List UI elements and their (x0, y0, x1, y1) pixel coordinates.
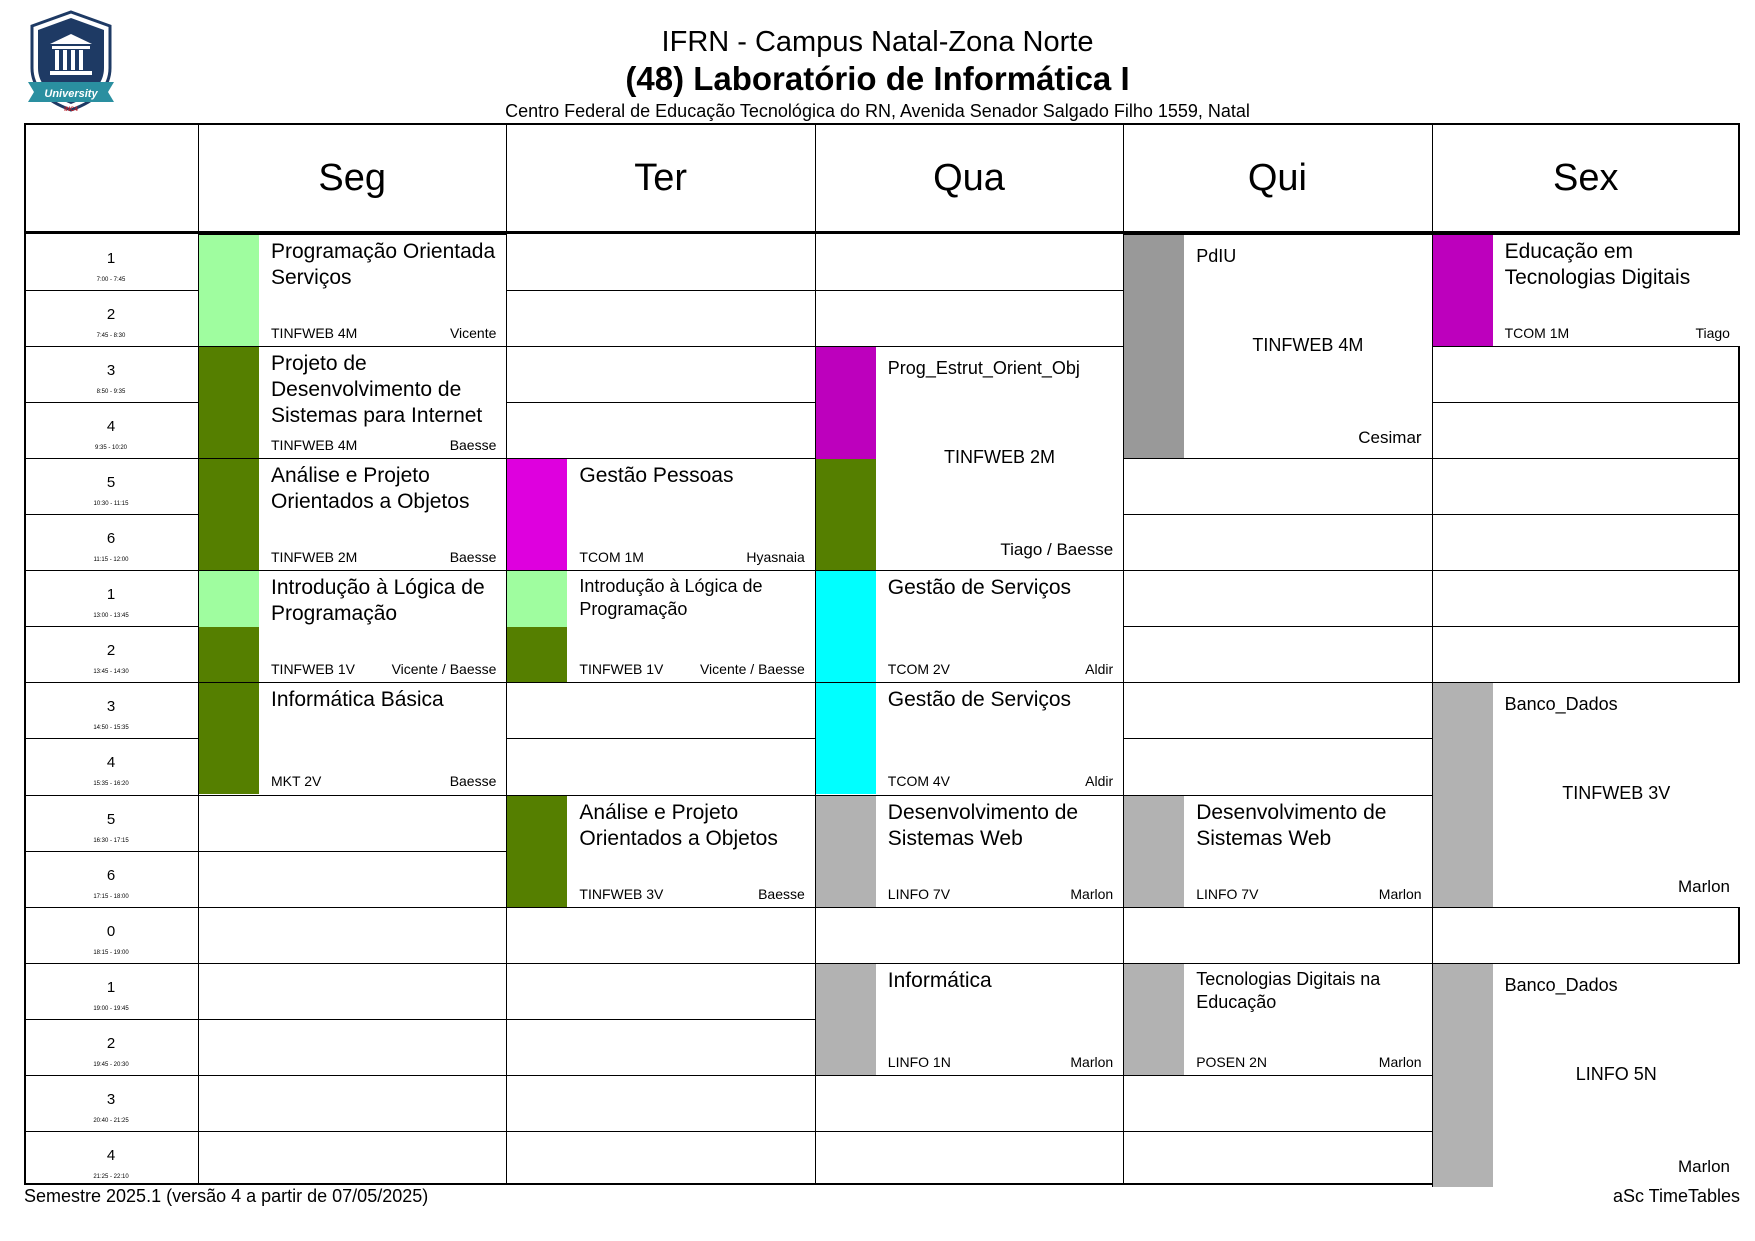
lesson-card[interactable] (815, 963, 1123, 1075)
subject-color-bar (816, 796, 876, 907)
subject-color-bar (507, 627, 567, 682)
lesson-card[interactable] (815, 570, 1123, 682)
svg-text:University: University (44, 88, 98, 100)
lesson-class: TCOM 4V (887, 773, 951, 790)
lesson-card[interactable] (506, 795, 814, 907)
period-number: 3 (106, 698, 116, 716)
lesson-teacher: Marlon (1378, 1053, 1422, 1070)
period-number: 6 (106, 866, 116, 884)
timetable-grid (24, 123, 1740, 1185)
lesson-card[interactable] (506, 570, 814, 682)
lesson-class: TINFWEB 3V (1562, 783, 1671, 804)
lesson-teacher: Marlon (1678, 1156, 1730, 1176)
lesson-card[interactable] (198, 458, 506, 570)
lesson-card[interactable] (1123, 234, 1431, 458)
day-header-seg: Seg (318, 157, 386, 199)
period-time: 14:50 - 15:35 (93, 725, 129, 732)
lesson-teacher: Aldir (1085, 773, 1114, 790)
lesson-class: LINFO 7V (887, 885, 951, 902)
period-time: 19:45 - 20:30 (93, 1061, 129, 1068)
lesson-card[interactable] (815, 682, 1123, 794)
day-header-qui: Qui (1247, 157, 1307, 199)
period-number: 4 (106, 1146, 116, 1164)
lesson-class: TINFWEB 4M (271, 437, 358, 454)
lesson-class: TINFWEB 4M (271, 325, 358, 342)
day-header-sex: Sex (1553, 157, 1619, 199)
lesson-subject: Introdução à Lógica de Programação (579, 576, 763, 620)
lesson-card[interactable] (506, 458, 814, 570)
lesson-teacher: Tiago / Baesse (1000, 540, 1114, 560)
lesson-subject: Gestão de Serviços (887, 688, 1072, 712)
lesson-subject: Banco_Dados (1504, 694, 1618, 715)
lesson-teacher: Cesimar (1358, 428, 1422, 448)
lesson-card[interactable] (815, 795, 1123, 907)
lesson-class: TINFWEB 2M (271, 549, 358, 566)
period-time: 19:00 - 19:45 (93, 1005, 129, 1012)
lesson-teacher: Vicente (449, 325, 497, 342)
period-number: 0 (106, 922, 116, 940)
lesson-subject: Informática Básica (271, 688, 444, 712)
subject-color-bar (199, 627, 259, 682)
lesson-teacher: Vicente / Baesse (699, 661, 805, 678)
subject-color-bar (816, 964, 876, 1075)
period-number: 6 (106, 530, 116, 548)
svg-text:INC4: INC4 (64, 107, 78, 113)
lesson-teacher: Marlon (1070, 885, 1114, 902)
lesson-card[interactable] (198, 346, 506, 458)
period-number: 3 (106, 1090, 116, 1108)
lesson-teacher: Baesse (758, 885, 805, 902)
day-header-qua: Qua (933, 157, 1005, 199)
period-time: 9:35 - 10:20 (94, 445, 128, 452)
lesson-class: LINFO 1N (887, 1053, 951, 1070)
period-number: 1 (106, 250, 116, 267)
subject-color-bar (1124, 796, 1184, 907)
subject-color-bar (199, 235, 259, 346)
period-number: 4 (106, 418, 116, 436)
lesson-class: LINFO 7V (1196, 885, 1259, 902)
lesson-card[interactable] (198, 234, 506, 346)
lesson-teacher: Marlon (1070, 1053, 1114, 1070)
lesson-subject: Informática (887, 968, 992, 992)
period-time: 13:00 - 13:45 (93, 613, 129, 620)
lesson-teacher: Baesse (449, 437, 497, 454)
lesson-card[interactable] (198, 570, 506, 682)
period-time: 20:40 - 21:25 (93, 1117, 129, 1124)
lesson-subject: Introdução à Lógica de Programação (271, 576, 485, 626)
subject-color-bar (507, 571, 567, 627)
lesson-card[interactable] (198, 682, 506, 794)
period-time: 11:15 - 12:00 (93, 557, 129, 564)
subject-color-bar (1124, 964, 1184, 1075)
lesson-teacher: Tiago (1695, 325, 1730, 342)
subject-color-bar (816, 683, 876, 794)
lesson-class: TINFWEB 1V (579, 661, 664, 678)
lesson-class: TINFWEB 4M (1252, 335, 1364, 356)
lesson-card[interactable] (815, 346, 1123, 570)
lesson-class: TCOM 2V (887, 661, 951, 678)
lesson-teacher: Baesse (449, 773, 497, 790)
software-credit: aSc TimeTables (1612, 1186, 1740, 1206)
period-time: 17:15 - 18:00 (93, 893, 129, 900)
day-header-ter: Ter (634, 157, 687, 199)
lesson-teacher: Marlon (1678, 876, 1730, 896)
subject-color-bar (199, 347, 259, 458)
lesson-class: TCOM 1M (579, 549, 644, 566)
period-number: 5 (106, 810, 116, 828)
period-time: 7:45 - 8:30 (96, 333, 126, 340)
period-number: 5 (106, 474, 116, 492)
lesson-class: LINFO 5N (1575, 1063, 1657, 1084)
lesson-subject: Tecnologias Digitais na Educação (1196, 968, 1381, 1012)
lesson-card[interactable] (1432, 963, 1740, 1187)
lesson-subject: Gestão de Serviços (887, 576, 1072, 600)
lesson-card[interactable] (1432, 234, 1740, 346)
lesson-teacher: Aldir (1085, 661, 1114, 678)
period-time: 13:45 - 14:30 (93, 669, 129, 676)
lesson-subject: Educação em Tecnologias Digitais (1504, 240, 1691, 289)
semester-info: Semestre 2025.1 (versão 4 a partir de 07/05/2025) (24, 1186, 429, 1206)
lesson-class: MKT 2V (271, 773, 322, 790)
lesson-subject: Banco_Dados (1504, 974, 1618, 995)
period-time: 10:30 - 11:15 (93, 501, 129, 508)
lesson-class: POSEN 2N (1196, 1053, 1267, 1070)
lesson-class: TINFWEB 2M (943, 447, 1055, 468)
period-time: 16:30 - 17:15 (93, 837, 129, 844)
period-number: 4 (106, 754, 116, 772)
subject-color-bar (507, 796, 567, 907)
period-time: 18:15 - 19:00 (93, 949, 129, 956)
lesson-class: TCOM 1M (1504, 325, 1570, 342)
subject-color-bar (1433, 964, 1493, 1187)
lesson-class: TINFWEB 1V (271, 661, 356, 678)
lesson-class: TINFWEB 3V (579, 885, 664, 902)
subject-color-bar (199, 571, 259, 627)
room-title: (48) Laboratório de Informática I (625, 60, 1130, 97)
subject-color-bar (199, 459, 259, 570)
subject-color-bar (1124, 235, 1184, 458)
period-number: 1 (106, 978, 116, 996)
period-number: 2 (106, 642, 116, 660)
subject-color-bar (1433, 683, 1493, 906)
period-number: 3 (106, 362, 116, 380)
period-number: 2 (106, 306, 116, 324)
lesson-card[interactable] (1123, 963, 1431, 1075)
period-number: 1 (106, 586, 116, 604)
lesson-teacher: Marlon (1378, 885, 1422, 902)
lesson-subject: Desenvolvimento de Sistemas Web (887, 800, 1079, 850)
lesson-subject: Análise e Projeto Orientados a Objetos (579, 800, 778, 850)
period-time: 7:00 - 7:45 (96, 277, 126, 283)
subject-color-bar (1433, 235, 1493, 346)
subject-color-bar (816, 459, 876, 570)
lesson-subject: Gestão Pessoas (579, 464, 734, 488)
period-time: 15:35 - 16:20 (93, 781, 129, 788)
address: Centro Federal de Educação Tecnológica do RN, Avenida Senador Salgado Filho 1559, Natal (505, 101, 1250, 121)
lesson-teacher: Vicente / Baesse (391, 661, 497, 678)
lesson-card[interactable] (1123, 795, 1431, 907)
subject-color-bar (816, 571, 876, 682)
period-time: 8:50 - 9:35 (96, 389, 126, 396)
lesson-teacher: Hyasnaia (746, 549, 805, 566)
lesson-subject: Programação Orientada Serviços (271, 240, 496, 289)
subject-color-bar (816, 347, 876, 459)
period-number: 2 (106, 1034, 116, 1052)
lesson-subject: Desenvolvimento de Sistemas Web (1196, 800, 1387, 850)
subject-color-bar (199, 683, 259, 794)
lesson-subject: PdIU (1196, 246, 1237, 266)
lesson-subject: Análise e Projeto Orientados a Objetos (271, 464, 470, 514)
period-time: 21:25 - 22:10 (93, 1173, 129, 1180)
lesson-subject: Projeto de Desenvolvimento de Sistemas para Internet (271, 352, 483, 428)
row-divider (26, 907, 1738, 908)
subject-color-bar (507, 459, 567, 570)
lesson-teacher: Baesse (449, 549, 497, 566)
institution-title: IFRN - Campus Natal-Zona Norte (661, 26, 1094, 58)
lesson-card[interactable] (1432, 682, 1740, 906)
lesson-subject: Prog_Estrut_Orient_Obj (887, 358, 1080, 379)
